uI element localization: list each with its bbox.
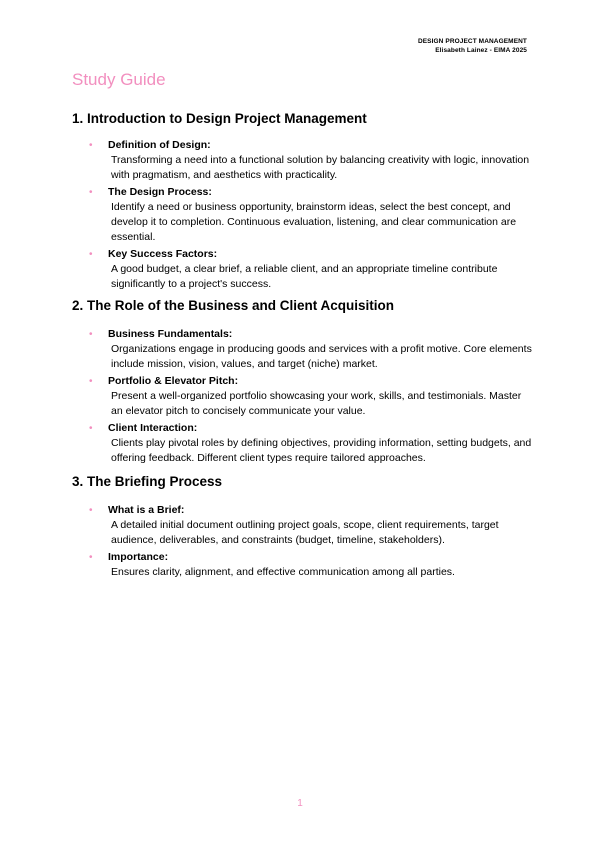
- list-item: [72, 374, 532, 419]
- item-text: Present a well-organized portfolio showcasing your work, skills, and testimonials. Master an elevator pitch to concisely communicate your value.: [111, 390, 522, 417]
- list-item: [72, 503, 532, 548]
- section-business: [72, 297, 532, 468]
- list-item: [72, 327, 532, 372]
- item-label: Definition of Design:: [108, 139, 211, 151]
- page-title: Study Guide: [72, 70, 166, 89]
- item-text: A detailed initial document outlining project goals, scope, client requirements, target audience, deliverables, and constraints (budget, timeline, stakeholders).: [111, 519, 499, 546]
- section-heading: 3. The Briefing Process: [72, 474, 223, 489]
- section-list: [72, 327, 532, 466]
- list-item: [72, 138, 532, 183]
- list-item: [72, 550, 532, 580]
- item-text: A good budget, a clear brief, a reliable client, and an appropriate timeline contribute significantly to a project's success.: [111, 263, 498, 290]
- bullet-icon: •: [89, 140, 93, 151]
- section-list: [72, 503, 532, 580]
- header-author: Elisabeth Lainez - EIMA 2025: [435, 47, 527, 54]
- item-label: Importance:: [108, 551, 169, 563]
- header-course-title: DESIGN PROJECT MANAGEMENT: [417, 38, 527, 45]
- item-label: Portfolio & Elevator Pitch:: [108, 375, 239, 387]
- bullet-icon: •: [89, 329, 93, 340]
- list-item: [72, 185, 532, 245]
- item-text: Organizations engage in producing goods and services with a profit motive. Core elements include mission, vision, values, and target (niche) market.: [111, 343, 532, 370]
- section-list: [72, 138, 532, 292]
- item-label: Key Success Factors:: [108, 248, 218, 260]
- item-label: Business Fundamentals:: [108, 328, 233, 340]
- bullet-icon: •: [89, 187, 93, 198]
- list-item: [72, 421, 532, 466]
- item-text: Clients play pivotal roles by defining objectives, providing information, setting budgets, and offering feedback. Different client types require tailored approaches.: [111, 437, 532, 464]
- bullet-icon: •: [89, 423, 93, 434]
- section-heading: 1. Introduction to Design Project Management: [72, 111, 367, 126]
- section-heading: 2. The Role of the Business and Client Acquisition: [72, 298, 395, 313]
- item-label: What is a Brief:: [108, 504, 185, 516]
- item-text: Transforming a need into a functional solution by balancing creativity with logic, innovation with pragmatism, and aesthetics with practicality.: [111, 154, 530, 181]
- item-text: Ensures clarity, alignment, and effective communication among all parties.: [111, 566, 455, 578]
- bullet-icon: •: [89, 552, 93, 563]
- bullet-icon: •: [89, 376, 93, 387]
- section-briefing: [72, 473, 532, 582]
- item-label: The Design Process:: [108, 186, 212, 198]
- document-header: [418, 37, 527, 55]
- item-text: Identify a need or business opportunity, brainstorm ideas, select the best concept, and develop it to completion. Continuous evaluation, listening, and clear communication are essential.: [111, 201, 517, 243]
- bullet-icon: •: [89, 249, 93, 260]
- item-label: Client Interaction:: [108, 422, 198, 434]
- bullet-icon: •: [89, 505, 93, 516]
- section-introduction: [72, 110, 532, 294]
- list-item: [72, 247, 532, 292]
- page-number: 1: [297, 798, 303, 809]
